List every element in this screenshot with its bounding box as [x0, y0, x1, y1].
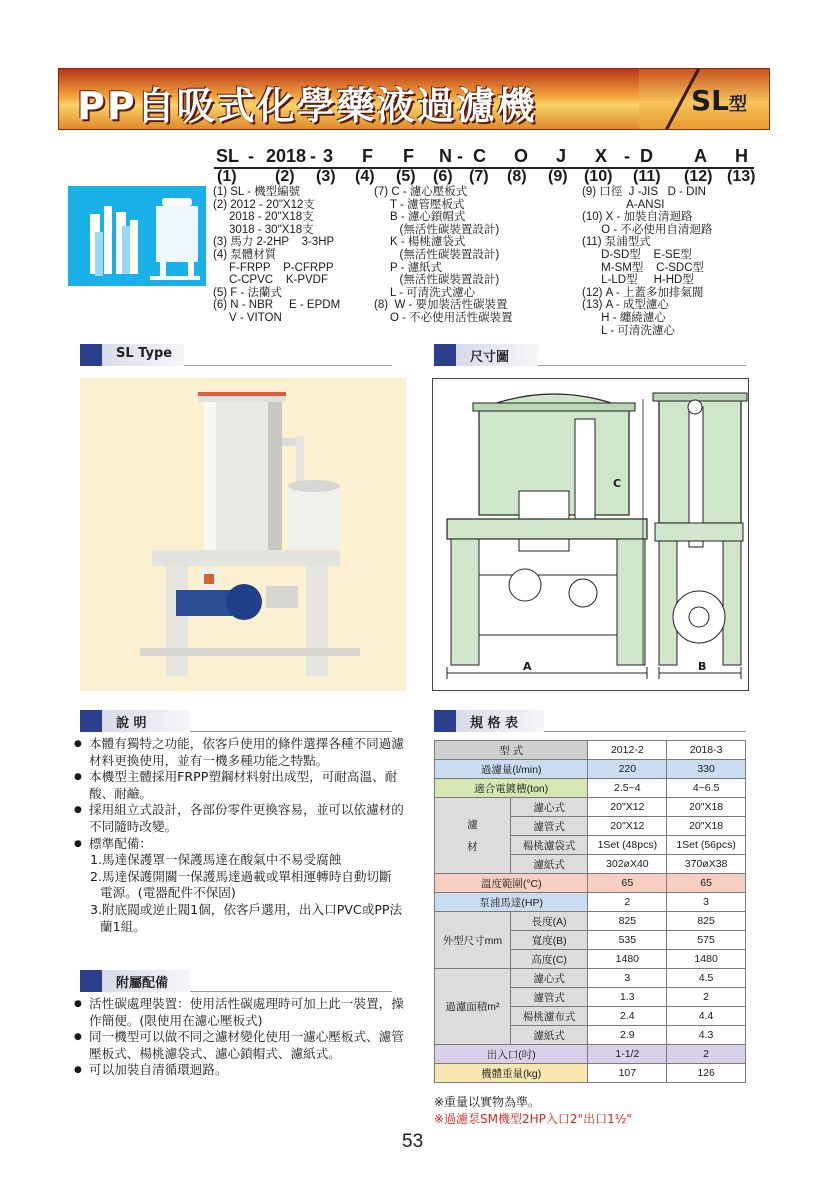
spec-code-list-3: (9) 口徑 J -JIS D - DIN A-ANSI (10) X - 加裝自清迴路 O - 不必使用自清迴路 (11) 泵浦型式 D-SD型 E-SE型 M-SM型 C-SDC型 L-LD型 H-HD型 (12) A - 上蓋多加排氣閥 (13) A - 成型濾心 H - 纏繞濾心 L - 可清洗濾心 [582, 186, 713, 337]
desc-subitem: 3.附底閥或逆止閥1個，依客戶選用，出入口PVC或PP法蘭1組。 [90, 901, 403, 934]
table-cell: 外型尺寸mm [435, 912, 511, 969]
section-title: 尺寸圖 [456, 344, 538, 366]
table-cell: 型 式 [435, 741, 588, 760]
product-photo [80, 378, 406, 691]
code-part: J [556, 146, 567, 166]
table-cell: 1Set (56pcs) [667, 836, 746, 855]
table-cell: 3 [588, 969, 667, 988]
code-part: - [457, 146, 463, 166]
code-part: H [735, 146, 748, 166]
code-part: 3 [323, 146, 334, 166]
table-cell: 20"X12 [588, 817, 667, 836]
table-cell: 濾心式 [510, 969, 588, 988]
table-cell: 4.4 [667, 1007, 746, 1026]
table-cell: 2 [588, 893, 667, 912]
model-code: SL [690, 84, 729, 117]
table-row [435, 912, 746, 931]
table-cell: 2012-2 [588, 741, 667, 760]
code-part: - [624, 146, 630, 166]
section-marker [80, 970, 102, 992]
table-cell: 4~6.5 [667, 779, 746, 798]
table-row [435, 893, 746, 912]
section-title: 附屬配備 [102, 970, 190, 992]
code-number: (11) [633, 168, 661, 185]
code-number: (13) [727, 168, 756, 185]
code-part: O [514, 146, 529, 166]
table-cell: 370øX38 [667, 855, 746, 874]
section-marker [80, 710, 102, 732]
table-cell: 65 [588, 874, 667, 893]
table-cell: 濾管式 [510, 988, 588, 1007]
table-cell: 2018-3 [667, 741, 746, 760]
code-part: F [362, 146, 373, 166]
dimension-label-c: C [613, 477, 622, 490]
table-cell: 濾紙式 [510, 1026, 588, 1045]
product-thumbnail [68, 186, 206, 286]
table-row [435, 874, 746, 893]
table-cell: 825 [667, 912, 746, 931]
section-head-desc [80, 710, 392, 732]
table-cell: 20"X18 [667, 817, 746, 836]
pump-note: ※過濾泵SM機型2HP入口2"出口1½" [434, 1112, 632, 1126]
dimension-drawing [432, 378, 749, 691]
weight-note: ※重量以實物為準。 [434, 1095, 541, 1109]
code-number: (8) [507, 168, 527, 185]
code-part: - [310, 146, 316, 166]
code-part: C [473, 146, 486, 166]
section-head-spec [434, 710, 746, 732]
section-title: SL Type [102, 344, 184, 366]
code-part: - [248, 146, 254, 166]
table-cell: 20"X18 [667, 798, 746, 817]
desc-subitem: 2.馬達保護開關一保護馬達過載或單相運轉時自動切斷電源。(電器配件不保固) [90, 868, 392, 901]
section-head-accessories [80, 970, 392, 992]
code-number: (6) [433, 168, 453, 185]
table-row [435, 779, 746, 798]
table-cell: 機體重量(kg) [435, 1064, 588, 1083]
table-cell: 楊桃濾布式 [510, 1007, 588, 1026]
page-title: PP自吸式化學藥液過濾機 [77, 84, 537, 128]
table-cell: 過濾量(l/min) [435, 760, 588, 779]
dimension-label-a: A [523, 660, 532, 673]
table-cell: 2.4 [588, 1007, 667, 1026]
table-cell: 20"X12 [588, 798, 667, 817]
table-cell: 適合電鍍槽(ton) [435, 779, 588, 798]
code-part: X [595, 146, 608, 166]
code-part: D [640, 146, 653, 166]
title-banner [58, 68, 770, 130]
desc-item: ● 標準配備： [74, 836, 404, 853]
table-cell: 2 [667, 988, 746, 1007]
code-number: (12) [684, 168, 713, 185]
table-row [435, 1045, 746, 1064]
table-cell: 濾管式 [510, 817, 588, 836]
table-cell: 2 [667, 1045, 746, 1064]
code-number: (10) [584, 168, 613, 185]
table-cell: 寬度(B) [510, 931, 588, 950]
page-number: 53 [402, 1131, 424, 1152]
accessories [74, 996, 404, 1079]
table-cell: 長度(A) [510, 912, 588, 931]
dimension-label-b: B [698, 660, 707, 673]
description [74, 736, 404, 935]
code-part: A [694, 146, 707, 166]
table-row [435, 741, 746, 760]
table-cell: 4.3 [667, 1026, 746, 1045]
code-part: N [439, 146, 452, 166]
table-cell: 126 [667, 1064, 746, 1083]
section-marker [80, 344, 102, 366]
table-row [435, 1064, 746, 1083]
table-cell: 過濾面積m² [435, 969, 511, 1045]
table-cell: 825 [588, 912, 667, 931]
section-title: 規 格 表 [456, 710, 544, 732]
code-number: (5) [396, 168, 416, 185]
desc-item: ● 採用組立式設計，各部份零件更換容易，並可以依濾材的不同隨時改變。 [74, 802, 404, 835]
section-head-dims [434, 344, 746, 366]
code-part: F [403, 146, 414, 166]
table-cell: 220 [588, 760, 667, 779]
table-cell: 溫度範圍(°C) [435, 874, 588, 893]
table-cell: 107 [588, 1064, 667, 1083]
desc-subitem: 1.馬達保護罩一保護馬達在酸氣中不易受腐蝕 [90, 852, 342, 868]
spec-code-list-2: (7) C - 濾心壓板式 T - 濾管壓板式 B - 濾心鎖帽式 (無活性碳裝置設計) K - 楊桃濾袋式 (無活性碳裝置設計) P - 濾紙式 (無活性碳裝置設計) L - 可清洗式濾心 (8) W - 要加裝活性碳裝置 O - 不必使用活性碳裝置 [374, 186, 513, 324]
desc-item: ● 本機型主體採用FRPP塑鋼材料射出成型，可耐高溫、耐酸、耐鹼。 [74, 769, 404, 802]
code-number: (4) [355, 168, 375, 185]
accessory-item: ● 同一機型可以做不同之濾材變化使用一濾心壓板式、濾管壓板式、楊桃濾袋式、濾心鎖帽式、濾紙式。 [74, 1029, 404, 1062]
table-cell: 2.9 [588, 1026, 667, 1045]
code-number: (3) [316, 168, 336, 185]
spec-table [434, 740, 746, 1083]
table-row [435, 798, 746, 817]
table-cell: 楊桃濾袋式 [510, 836, 588, 855]
table-cell: 330 [667, 760, 746, 779]
section-marker [434, 344, 456, 366]
spec-code-list-1: (1) SL - 機型編號 (2) 2012 - 20"X12支 2018 - 20"X18支 3018 - 30"X18支 (3) 馬力 2-2HP 3-3HP (4) 泵體材質 F-FRPP P-CFRPP C-CPVC K-PVDF (5) F - 法蘭式 (6) N - NBR E - EPDM V - VITON [213, 186, 341, 324]
table-cell: 1-1/2 [588, 1045, 667, 1064]
model-suffix: 型 [729, 94, 747, 115]
table-cell: 4.5 [667, 969, 746, 988]
code-number: (9) [548, 168, 568, 185]
table-cell: 535 [588, 931, 667, 950]
code-part: SL [216, 146, 240, 166]
table-cell: 2.5~4 [588, 779, 667, 798]
table-cell: 1.3 [588, 988, 667, 1007]
table-row [435, 760, 746, 779]
code-number: (7) [469, 168, 489, 185]
section-marker [434, 710, 456, 732]
table-cell: 1Set (48pcs) [588, 836, 667, 855]
model-label [691, 84, 747, 117]
table-row [435, 969, 746, 988]
code-number: (2) [275, 168, 295, 185]
code-part: 2018 [266, 146, 307, 166]
table-cell: 1480 [588, 950, 667, 969]
section-head-type [80, 344, 392, 366]
table-cell: 濾心式 [510, 798, 588, 817]
code-number: (1) [217, 168, 237, 185]
table-cell: 泵浦馬達(HP) [435, 893, 588, 912]
accessory-item: ● 活性碳處理裝置：使用活性碳處理時可加上此一裝置，操作簡便。(限使用在濾心壓板式) [74, 996, 404, 1029]
desc-item: ● 本體有獨特之功能，依客戶使用的條件選擇各種不同過濾材料更換使用，並有一機多種功能之特點。 [74, 736, 404, 769]
table-cell: 65 [667, 874, 746, 893]
table-cell: 575 [667, 931, 746, 950]
table-cell: 302øX40 [588, 855, 667, 874]
accessory-item: ● 可以加裝自清循環迴路。 [74, 1062, 404, 1079]
table-cell: 高度(C) [510, 950, 588, 969]
section-title: 說 明 [102, 710, 190, 732]
table-cell: 出入口(吋) [435, 1045, 588, 1064]
table-cell: 3 [667, 893, 746, 912]
table-cell: 濾 材 [435, 798, 511, 874]
table-cell: 1480 [667, 950, 746, 969]
table-cell: 濾紙式 [510, 855, 588, 874]
